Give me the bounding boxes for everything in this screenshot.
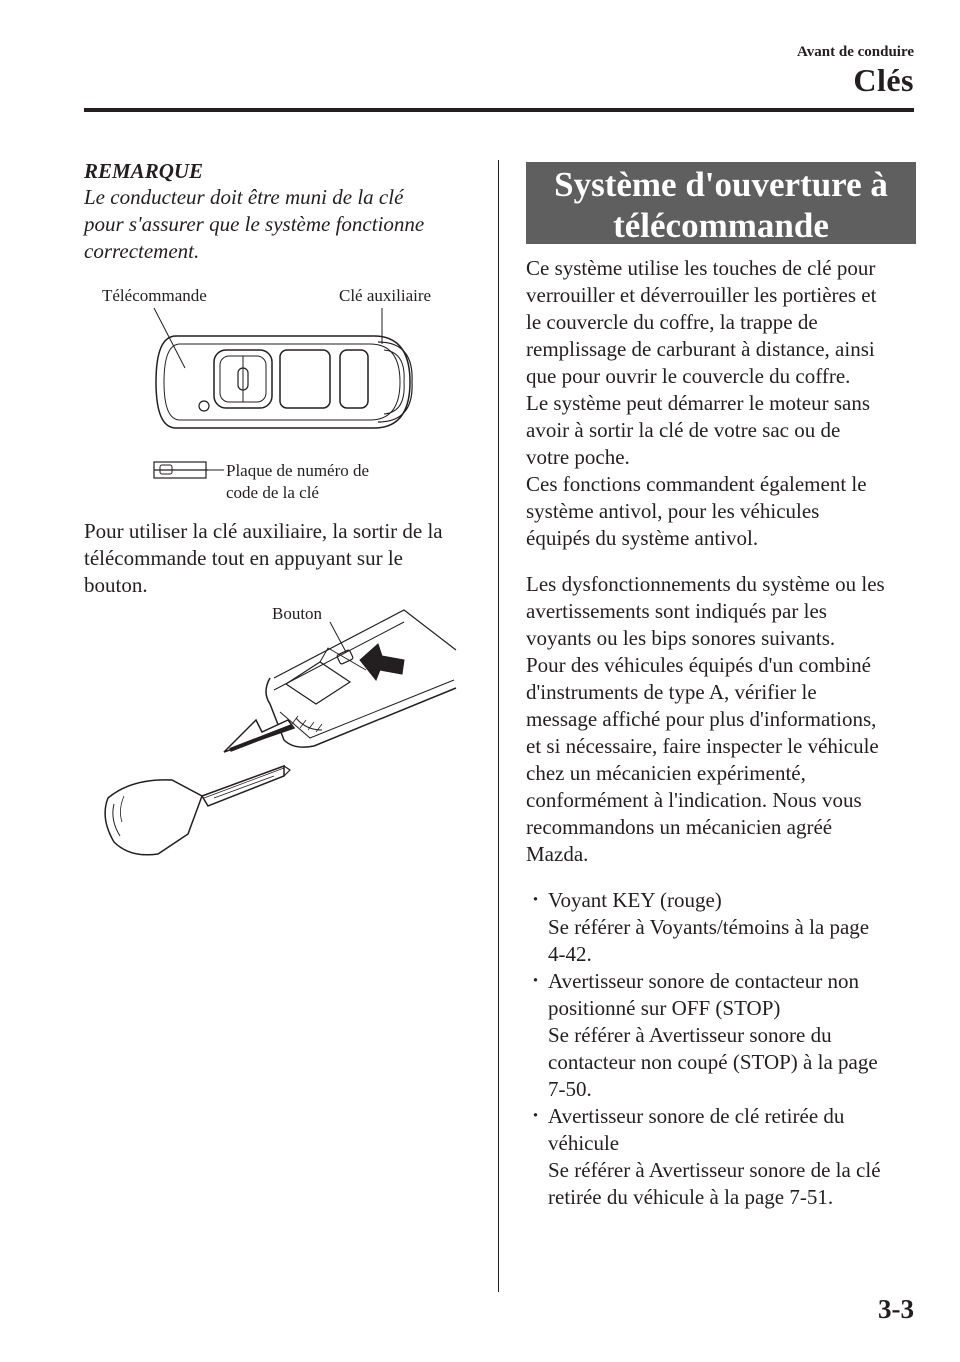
column-divider <box>498 160 499 1292</box>
body-line: recommandons un mécanicien agréé <box>526 815 833 839</box>
page-reference: Se référer à Avertisseur sonore du <box>548 1023 832 1047</box>
body-line: avoir à sortir la clé de votre sac ou de <box>526 418 841 442</box>
warning-list-item <box>526 1103 916 1211</box>
warning-list-item <box>526 968 916 1103</box>
body-line: Ce système utilise les touches de clé pour <box>526 256 876 280</box>
page-reference: Se référer à Avertisseur sonore de la clé <box>548 1158 881 1182</box>
body-line: d'instruments de type A, vérifier le <box>526 680 817 704</box>
warning-list <box>526 887 916 1211</box>
code-plate-icon <box>154 462 224 478</box>
body-line: conformément à l'indication. Nous vous <box>526 788 862 812</box>
aux-key-instructions <box>84 518 479 599</box>
body-line: message affiché pour plus d'informations, <box>526 707 877 731</box>
remote-label: Télécommande <box>102 286 207 305</box>
body-line: bouton. <box>84 573 148 597</box>
page-reference: Se référer à Voyants/témoins à la page <box>548 915 870 939</box>
body-line: avertissements sont indiqués par les <box>526 599 827 623</box>
aux-key-removal-illustration <box>84 600 474 860</box>
header-rule <box>84 108 914 112</box>
body-line: et si nécessaire, faire inspecter le véhicule <box>526 734 879 758</box>
body-line: télécommande tout en appuyant sur le <box>84 546 403 570</box>
body-line: système antivol, pour les véhicules <box>526 499 820 523</box>
page-reference: contacteur non coupé (STOP) à la page <box>548 1050 878 1074</box>
note-line: correctement. <box>84 239 200 263</box>
code-plate-label: Plaque de numéro de <box>226 461 370 480</box>
section-title-banner <box>526 162 916 244</box>
body-line: chez un mécanicien expérimenté, <box>526 761 806 785</box>
body-line: votre poche. <box>526 445 630 469</box>
warning-title: véhicule <box>548 1131 620 1155</box>
body-line: équipés du système antivol. <box>526 526 759 550</box>
note-line: pour s'assurer que le système fonctionne <box>84 212 425 236</box>
page-number: 3-3 <box>878 1294 914 1324</box>
body-line: remplissage de carburant à distance, ainsi <box>526 337 875 361</box>
warning-title: · Avertisseur sonore de clé retirée du <box>548 1104 845 1128</box>
malfunction-paragraph <box>526 571 916 868</box>
aux-key-label: Clé auxiliaire <box>339 286 432 305</box>
warning-list-item <box>526 887 916 968</box>
page-reference: 4-42. <box>548 942 592 966</box>
body-line: Ces fonctions commandent également le <box>526 472 867 496</box>
header-chapter: Clés <box>853 62 914 98</box>
remote-key-fob-icon <box>156 336 412 428</box>
press-arrow-icon <box>360 644 404 680</box>
section-title-line: Système d'ouverture à <box>554 165 888 204</box>
section-title-line: télécommande <box>613 206 829 245</box>
body-line: Pour utiliser la clé auxiliaire, la sortir de la <box>84 519 443 543</box>
body-line: verrouiller et déverrouiller les portières et <box>526 283 877 307</box>
page-reference: 7-50. <box>548 1077 592 1101</box>
warning-title: positionné sur OFF (STOP) <box>548 996 781 1020</box>
note-block <box>84 158 474 265</box>
body-line: Mazda. <box>526 842 589 866</box>
code-plate-label: code de la clé <box>226 483 319 502</box>
system-description-paragraph <box>526 255 916 552</box>
warning-title: · Voyant KEY (rouge) <box>548 888 722 912</box>
body-line: Pour des véhicules équipés d'un combiné <box>526 653 871 677</box>
body-line: Le système peut démarrer le moteur sans <box>526 391 871 415</box>
warning-title: · Avertisseur sonore de contacteur non <box>548 969 860 993</box>
remote-system-section <box>526 162 916 1211</box>
header-section: Avant de conduire <box>797 44 914 60</box>
remote-body-cutaway-icon <box>266 610 456 747</box>
button-label: Bouton <box>272 604 323 623</box>
body-line: le couvercle du coffre, la trappe de <box>526 310 818 334</box>
aux-key-blade-icon <box>105 766 290 855</box>
page-reference: retirée du véhicule à la page 7-51. <box>548 1185 834 1209</box>
body-line: voyants ou les bips sonores suivants. <box>526 626 836 650</box>
note-title: REMARQUE <box>84 159 204 183</box>
body-line: Les dysfonctionnements du système ou les <box>526 572 885 596</box>
note-line: Le conducteur doit être muni de la clé <box>84 185 404 209</box>
body-line: que pour ouvrir le couvercle du coffre. <box>526 364 851 388</box>
remote-illustration <box>84 282 474 510</box>
